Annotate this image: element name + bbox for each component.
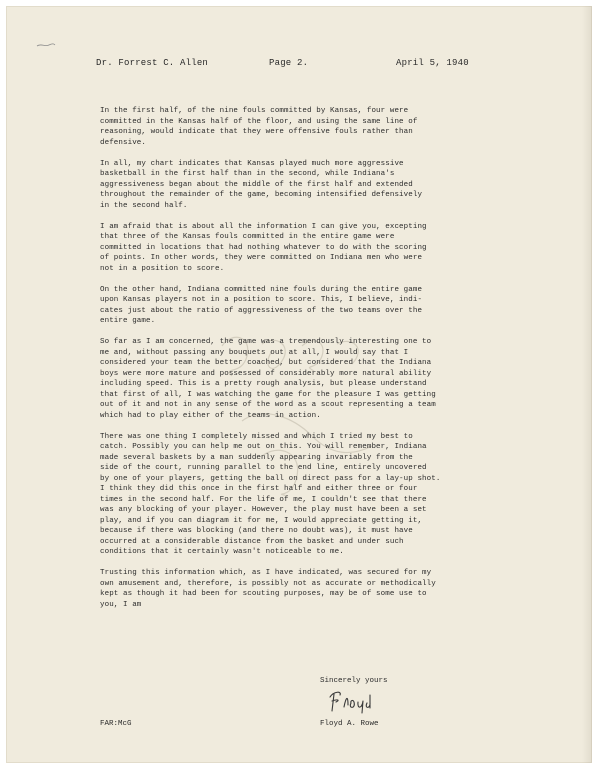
closing-line: Sincerely yours [320,677,388,685]
paragraph: Trusting this information which, as I have indicated, was secured for my own amusement and, therefore, is possibly not as accurate or methodically kept as though it had been for scouting purposes, may be of some use to you, I am [100,569,436,609]
recipient-header: Dr. Forrest C. Allen [96,58,209,68]
paragraph: In all, my chart indicates that Kansas played much more aggressive basketball in the first half than in the second, while Indiana's aggressiveness began about the middle of the first half and extended throughout the remainder of the game, becoming intensified defensively in the second half. [100,159,423,210]
handwritten-signature [324,687,384,715]
page-number: Page 2. [269,58,309,68]
pencil-mark-icon [36,40,56,50]
letter-date: April 5, 1940 [396,58,469,68]
paragraph: I am afraid that is about all the information I can give you, excepting that three of the Kansas fouls committed in the entire game were committed in locations that had nothing whatever to do with the scoring of points. In other words, they were committed on Indiana men who were not in a position to score. [100,222,427,273]
signer-name: Floyd A. Rowe [320,720,379,728]
paragraph: On the other hand, Indiana committed nine fouls during the entire game upon Kansas players not in a position to score. This, I believe, indi- cates just about the ratio of aggressiveness of the two teams over the entire game. [100,285,423,325]
paragraph: In the first half, of the nine fouls committed by Kansas, four were committed in the Kansas half of the floor, and using the same line of reasoning, would indicate that they were offensive fouls rather than defensive. [100,107,418,147]
paragraph: There was one thing I completely missed and which I tried my best to catch. Possibly you can help me out on this. You will remember, Indiana made several baskets by a man suddenly appearing invariably from the side of the court, running parallel to the end line, entirely uncovered by one of your players, getting the ball on direct pass for a lay-up shot. I think they did this once in the first half and either three or four times in the second half. For the life of me, I couldn't see that there was any blocking of your player. However, the play must have been a set play, and if you can diagram it for me, I would appreciate getting it, because if there was blocking (and there no doubt was), it must have occurred at a considerable distance from the basket and under such conditions that it certainly wasn't noticeable to me. [100,432,441,556]
page-edge-shadow [582,6,592,763]
letter-page [6,6,592,763]
typist-initials: FAR:McG [100,720,132,728]
letter-body [100,106,520,621]
paragraph: So far as I am concerned, the game was a tremendously interesting one to me and, without passing any bouquets out at all, I would say that I considered your team the better coached, but considered that the Indiana boys were more mature and possessed of considerably more natural ability including speed. This is a pretty rough analysis, but please understand that first of all, I was watching the game for the pleasure I was getting out of it and not in any sense of the word as a scout representing a team which had to play either of the teams in action. [100,338,436,420]
